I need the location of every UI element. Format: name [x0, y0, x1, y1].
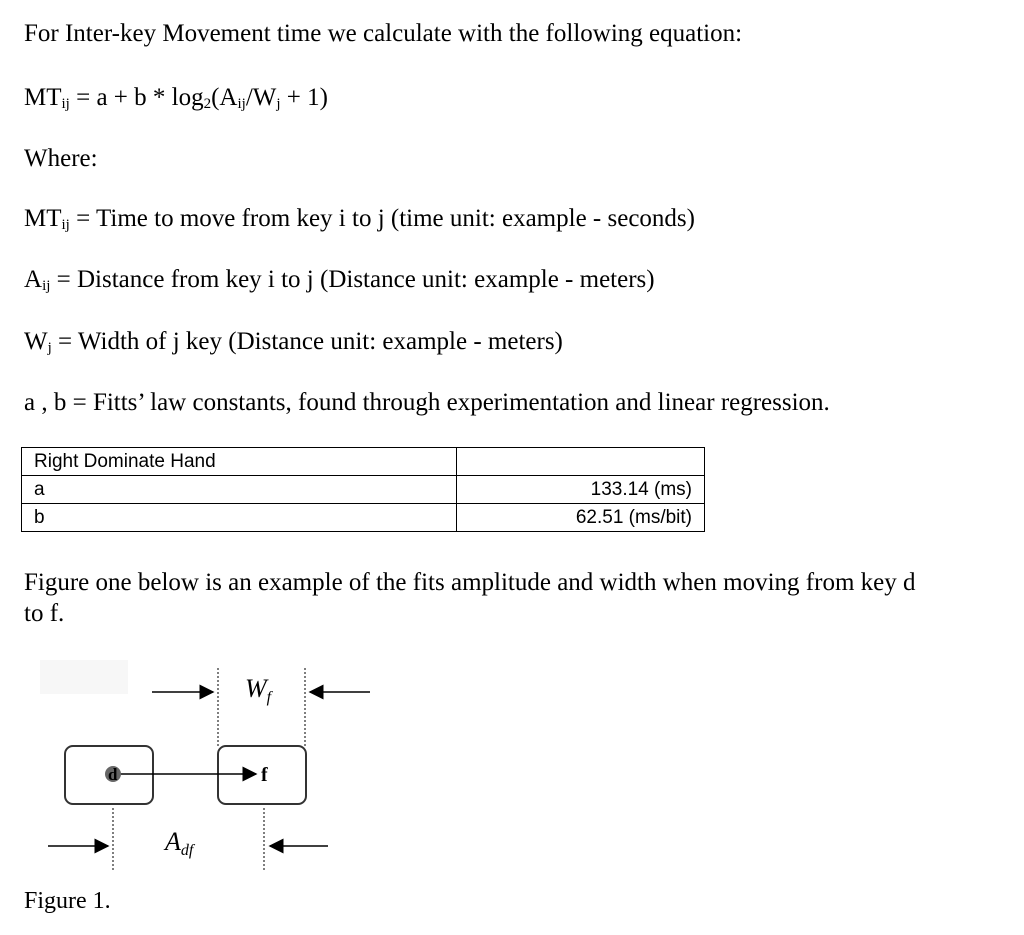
eq-part2: (A — [211, 84, 238, 111]
eq-lhs: MT — [24, 84, 62, 111]
equation — [24, 84, 328, 118]
def-text: = Width of j key (Distance unit: example - meters) — [51, 328, 563, 355]
table-header-row — [22, 448, 705, 476]
def-symbol: W — [24, 328, 48, 355]
def-subscript: ij — [61, 217, 70, 233]
definition-a — [24, 266, 655, 300]
faint-background-box — [40, 660, 128, 694]
width-label: Wf — [245, 674, 272, 706]
figure-description-line2: to f. — [24, 600, 65, 627]
intro-text: For Inter-key Movement time we calculate with the following equation: — [24, 20, 743, 47]
table-cell-label: a — [22, 476, 457, 504]
key-f-label: f — [261, 764, 268, 786]
table-row — [22, 476, 705, 504]
key-d-label: d — [108, 765, 118, 784]
definition-w — [24, 328, 563, 362]
table-cell-value: 133.14 (ms) — [457, 476, 705, 504]
eq-part1: = a + b * log — [69, 84, 204, 111]
constants-table — [21, 447, 705, 532]
eq-a-sub: ij — [237, 96, 246, 112]
eq-w-sub: j — [276, 96, 281, 112]
figure-caption: Figure 1. — [24, 888, 111, 914]
table-cell-value: 62.51 (ms/bit) — [457, 504, 705, 532]
eq-log-base: 2 — [203, 96, 212, 112]
table-header-empty-cell — [457, 448, 705, 476]
where-label: Where: — [24, 145, 98, 172]
fitts-figure — [40, 650, 380, 880]
def-symbol: MT — [24, 205, 62, 232]
definition-mt — [24, 205, 695, 239]
def-symbol: A — [24, 266, 43, 293]
eq-lhs-sub: ij — [61, 96, 70, 112]
eq-part4: + 1) — [280, 84, 328, 111]
figure-description-line1: Figure one below is an example of the fits amplitude and width when moving from key d — [24, 569, 916, 596]
table-cell-label: b — [22, 504, 457, 532]
table-row — [22, 504, 705, 532]
def-text: = Time to move from key i to j (time unit: example - seconds) — [69, 205, 695, 232]
eq-part3: /W — [245, 84, 277, 111]
def-subscript: j — [47, 340, 52, 356]
def-subscript: ij — [42, 278, 51, 294]
amplitude-label: Adf — [165, 827, 194, 859]
def-text: = Distance from key i to j (Distance unit: example - meters) — [50, 266, 655, 293]
table-header-cell: Right Dominate Hand — [22, 448, 457, 476]
constants-note: a , b = Fitts’ law constants, found through experimentation and linear regression. — [24, 389, 830, 416]
